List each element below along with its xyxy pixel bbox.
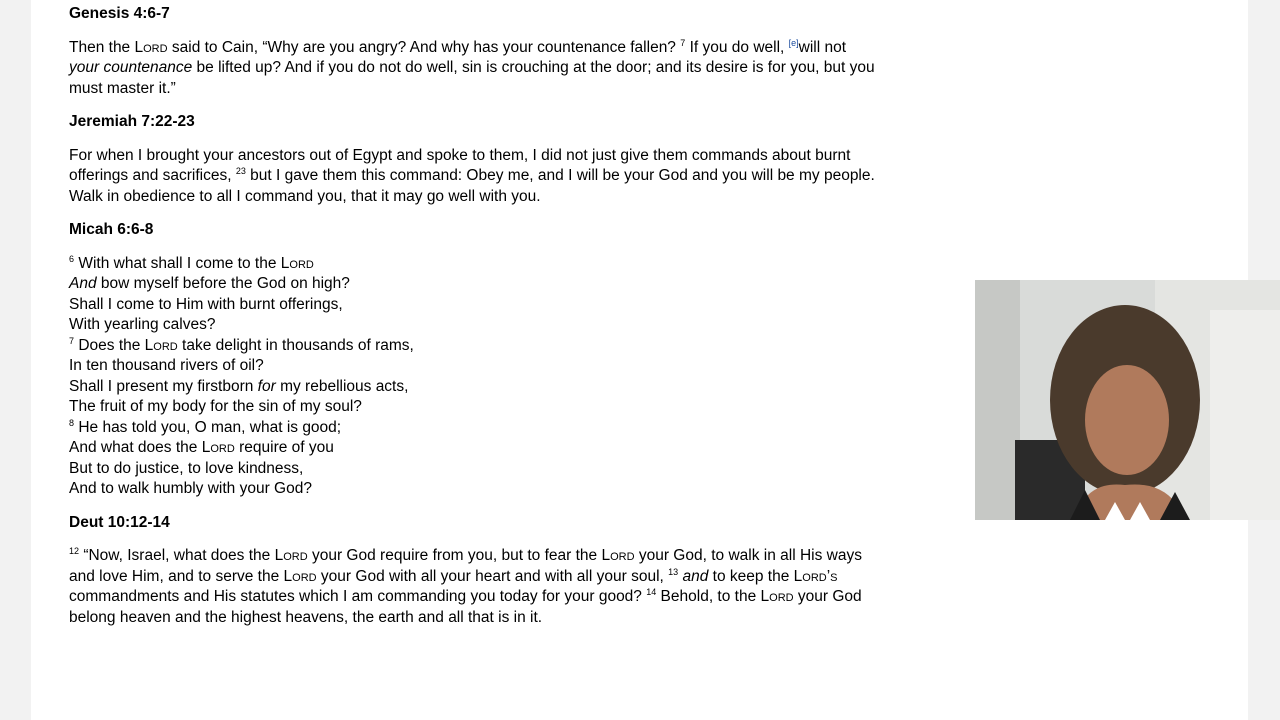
text-line: For when I brought your ancestors out of Egypt and spoke to them, I did not just give them commands about burnt xyxy=(69,146,851,164)
italic-text: your countenance xyxy=(69,59,193,76)
verse-number: 8 xyxy=(69,417,75,428)
verse-number: 23 xyxy=(235,165,246,176)
lord-small-caps: Lord xyxy=(274,547,308,564)
text-line: And what does the Lord require of you xyxy=(69,439,334,456)
text-line: your countenance be lifted up? And if you do not do well, sin is crouching at the door; and its desire is for you, but you xyxy=(69,59,875,76)
italic-text: and xyxy=(682,567,709,585)
text-line: But to do justice, to love kindness, xyxy=(69,459,304,477)
verse-number: 6 xyxy=(69,253,75,264)
text-line: Walk in obedience to all I command you, that it may go well with you. xyxy=(69,187,541,205)
lord-small-caps: Lord xyxy=(760,588,794,605)
passage-text xyxy=(69,38,989,100)
text-line: $^6$ With what shall I come to the Lord xyxy=(69,253,314,272)
lord-small-caps: Lord xyxy=(144,336,178,354)
text-line: Shall I present my firstborn for my rebellious acts, xyxy=(69,377,409,395)
footnote-link[interactable]: [e] xyxy=(788,37,799,48)
text-line: belong heaven and the highest heavens, the earth and all that is in it. xyxy=(69,608,543,626)
lord-small-caps: Lord’s xyxy=(793,567,838,585)
verse-number: 14 xyxy=(646,586,657,597)
lord-small-caps: Lord xyxy=(201,439,235,456)
text-line: $^{12}$ “Now, Israel, what does the Lord your God require from you, but to fear the Lord your God, to walk in all His ways xyxy=(69,545,862,564)
passage-reference: Micah 6:6-8 xyxy=(69,221,154,238)
lord-small-caps: Lord xyxy=(280,254,314,272)
text-line: offerings and sacrifices, $^{23}$ but I gave them this command: Obey me, and I will be your God and you will be my people. xyxy=(69,165,875,184)
passage-text xyxy=(69,146,989,208)
lord-small-caps: Lord xyxy=(134,38,168,56)
person-video-icon xyxy=(975,280,1280,520)
text-line: In ten thousand rivers of oil? xyxy=(69,357,264,374)
text-line: $^7$ Does the Lord take delight in thousands of rams, xyxy=(69,335,414,354)
text-line: commandments and His statutes which I am commanding you today for your good? $^{14}$ Behold, to the Lord your God xyxy=(69,586,862,605)
lord-small-caps: Lord xyxy=(601,547,635,564)
passage-reference: Deut 10:12-14 xyxy=(69,513,170,531)
text-line: Shall I come to Him with burnt offerings, xyxy=(69,295,343,313)
text-line: And bow myself before the God on high? xyxy=(69,275,350,292)
text-line: The fruit of my body for the sin of my soul? xyxy=(69,398,362,415)
text-line: $^8$ He has told you, O man, what is good; xyxy=(69,417,342,436)
text-line: Then the Lord said to Cain, “Why are you angry? And why has your countenance fallen? $^7$ If you do well, [e]will not xyxy=(69,37,847,56)
verse-number: 12 xyxy=(69,545,80,556)
text-line: must master it.” xyxy=(69,79,176,97)
webcam-overlay xyxy=(975,280,1280,520)
verse-number: 7 xyxy=(69,335,75,346)
italic-text: And xyxy=(69,275,97,292)
passage-reference: Genesis 4:6-7 xyxy=(69,5,170,22)
scripture-passages xyxy=(69,4,989,641)
italic-text: for xyxy=(257,377,276,395)
text-line: and love Him, and to serve the Lord your God with all your heart and with all your soul, $^{13}$ and to keep the Lord’s xyxy=(69,566,838,585)
passage-text xyxy=(69,254,989,500)
lord-small-caps: Lord xyxy=(283,567,317,585)
verse-number: 13 xyxy=(668,566,679,577)
text-line: And to walk humbly with your God? xyxy=(69,480,312,497)
passage-reference: Jeremiah 7:22-23 xyxy=(69,113,195,130)
verse-number: 7 xyxy=(680,37,686,48)
text-line: With yearling calves? xyxy=(69,316,216,333)
passage-text xyxy=(69,546,989,628)
